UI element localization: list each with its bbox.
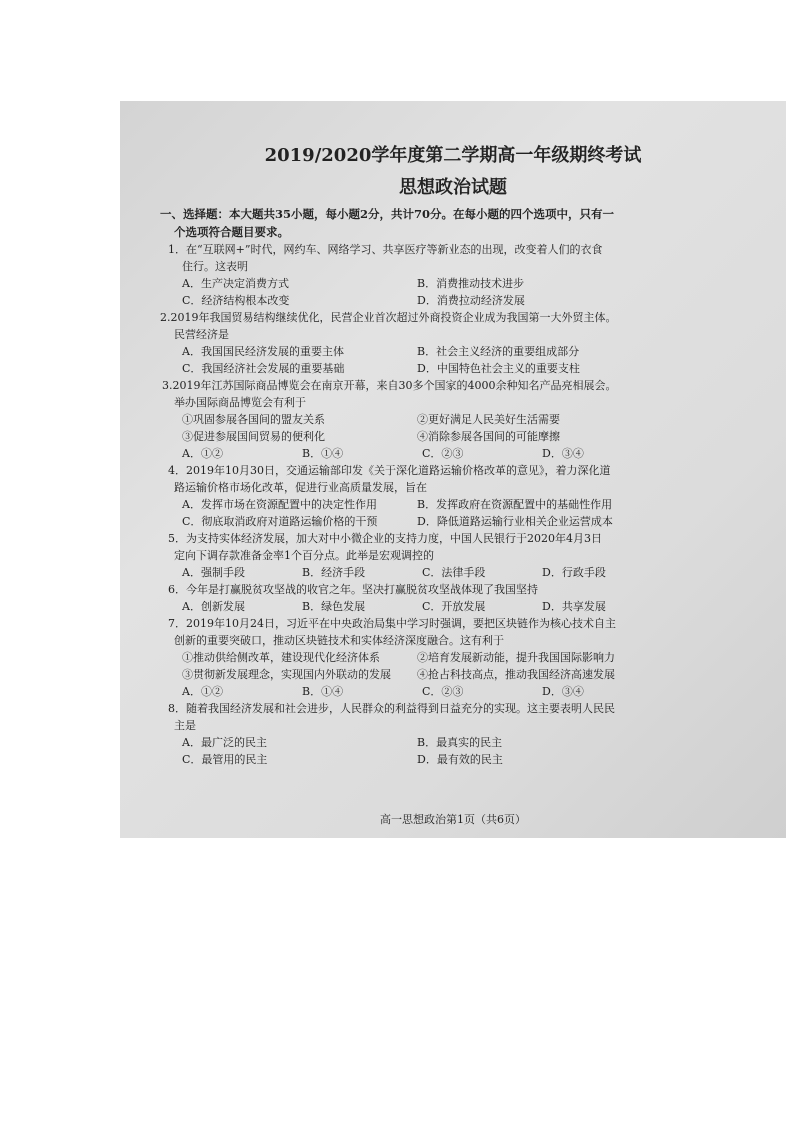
option-b[interactable]: B．消费推动技术进步 — [417, 277, 525, 290]
option-b[interactable]: B．绿色发展 — [302, 600, 366, 613]
option-b[interactable]: B．发挥政府在资源配置中的基础性作用 — [417, 498, 613, 511]
option-b[interactable]: B．经济手段 — [302, 566, 366, 579]
statement-1: ①推动供给侧改革，建设现代化经济体系 — [182, 651, 380, 664]
option-b[interactable]: B．最真实的民主 — [417, 736, 503, 749]
exam-page-photo — [120, 101, 786, 838]
option-a[interactable]: A．发挥市场在资源配置中的决定性作用 — [182, 498, 377, 511]
option-list — [160, 598, 746, 615]
option-list — [160, 564, 746, 581]
question-stem: 2.2019年我国贸易结构继续优化，民营企业首次超过外商投资企业成为我国第一大外贸主体。 — [160, 311, 617, 324]
question-stem: 创新的重要突破口，推动区块链技术和实体经济深度融合。这有利于 — [174, 634, 504, 647]
option-b[interactable]: B．社会主义经济的重要组成部分 — [417, 345, 580, 358]
option-b[interactable]: B．①④ — [302, 685, 344, 698]
question-stem: 7．2019年10月24日，习近平在中央政治局集中学习时强调，要把区块链作为核心技术自主 — [168, 617, 616, 630]
page-footer: 高一思想政治第1页（共6页） — [380, 813, 526, 826]
exam-title: 2019/2020学年度第二学期高一年级期终考试 — [264, 145, 642, 166]
option-d[interactable]: D．降低道路运输行业相关企业运营成本 — [417, 515, 613, 528]
option-a[interactable]: A．生产决定消费方式 — [182, 277, 289, 290]
option-d[interactable]: D．③④ — [542, 447, 584, 460]
option-c[interactable]: C．②③ — [422, 685, 464, 698]
question-stem: 住行。这表明 — [182, 260, 248, 273]
option-d[interactable]: D．共享发展 — [542, 600, 606, 613]
question-8 — [160, 700, 746, 768]
question-stem: 5．为支持实体经济发展，加大对中小微企业的支持力度，中国人民银行于2020年4月3日 — [168, 532, 602, 545]
option-c[interactable]: C．彻底取消政府对道路运输价格的干预 — [182, 515, 378, 528]
option-a[interactable]: A．最广泛的民主 — [182, 736, 267, 749]
option-d[interactable]: D．中国特色社会主义的重要支柱 — [417, 362, 580, 375]
option-c[interactable]: C．我国经济社会发展的重要基础 — [182, 362, 345, 375]
section-instruction-line1: 一、选择题：本大题共35小题，每小题2分，共计70分。在每小题的四个选项中，只有一 — [160, 207, 615, 221]
option-a[interactable]: A．①② — [182, 447, 223, 460]
question-1 — [160, 241, 746, 309]
option-c[interactable]: C．经济结构根本改变 — [182, 294, 290, 307]
question-3 — [160, 377, 746, 462]
question-2 — [160, 309, 746, 377]
option-c[interactable]: C．法律手段 — [422, 566, 486, 579]
question-stem: 举办国际商品博览会有利于 — [174, 396, 306, 409]
statement-3: ③贯彻新发展理念，实现国内外联动的发展 — [182, 668, 391, 681]
option-d[interactable]: D．最有效的民主 — [417, 753, 503, 766]
option-list — [160, 275, 746, 309]
statement-4: ④消除参展各国间的可能摩擦 — [417, 430, 560, 443]
option-list — [160, 683, 746, 700]
question-stem: 4．2019年10月30日，交通运输部印发《关于深化道路运输价格改革的意见》，着力深化道 — [168, 464, 611, 477]
question-stem: 定向下调存款准备金率1个百分点。此举是宏观调控的 — [174, 549, 434, 562]
question-5 — [160, 530, 746, 581]
option-list — [160, 734, 746, 768]
question-stem: 主是 — [174, 719, 196, 732]
statement-3: ③促进参展国间贸易的便利化 — [182, 430, 325, 443]
option-a[interactable]: A．我国国民经济发展的重要主体 — [182, 345, 344, 358]
option-a[interactable]: A．创新发展 — [182, 600, 245, 613]
option-d[interactable]: D．③④ — [542, 685, 584, 698]
option-a[interactable]: A．强制手段 — [182, 566, 245, 579]
question-4 — [160, 462, 746, 530]
section-instruction-line2: 个选项符合题目要求。 — [174, 225, 289, 239]
exam-subject-title: 思想政治试题 — [399, 177, 507, 198]
question-stem: 8．随着我国经济发展和社会进步，人民群众的利益得到日益充分的实现。这主要表明人民民 — [168, 702, 615, 715]
statement-list — [160, 411, 746, 445]
question-stem: 路运输价格市场化改革，促进行业高质量发展，旨在 — [174, 481, 427, 494]
question-stem: 6．今年是打赢脱贫攻坚战的收官之年。坚决打赢脱贫攻坚战体现了我国坚持 — [168, 583, 538, 596]
statement-4: ④抢占科技高点，推动我国经济高速发展 — [417, 668, 615, 681]
question-stem: 1．在“互联网+”时代，网约车、网络学习、共享医疗等新业态的出现，改变着人们的衣食 — [168, 243, 603, 256]
option-list — [160, 496, 746, 530]
question-stem: 3.2019年江苏国际商品博览会在南京开幕，来自30多个国家的4000余种知名产品亮相展会。 — [162, 379, 617, 392]
option-d[interactable]: D．行政手段 — [542, 566, 606, 579]
statement-2: ②培育发展新动能，提升我国国际影响力 — [417, 651, 615, 664]
option-c[interactable]: C．②③ — [422, 447, 464, 460]
question-7 — [160, 615, 746, 700]
statement-2: ②更好满足人民美好生活需要 — [417, 413, 560, 426]
statement-list — [160, 649, 746, 683]
option-b[interactable]: B．①④ — [302, 447, 344, 460]
option-d[interactable]: D．消费拉动经济发展 — [417, 294, 525, 307]
option-a[interactable]: A．①② — [182, 685, 223, 698]
question-stem: 民营经济是 — [174, 328, 229, 341]
option-list — [160, 343, 746, 377]
option-list — [160, 445, 746, 462]
question-6 — [160, 581, 746, 615]
statement-1: ①巩固参展各国间的盟友关系 — [182, 413, 325, 426]
option-c[interactable]: C．最管用的民主 — [182, 753, 268, 766]
option-c[interactable]: C．开放发展 — [422, 600, 486, 613]
